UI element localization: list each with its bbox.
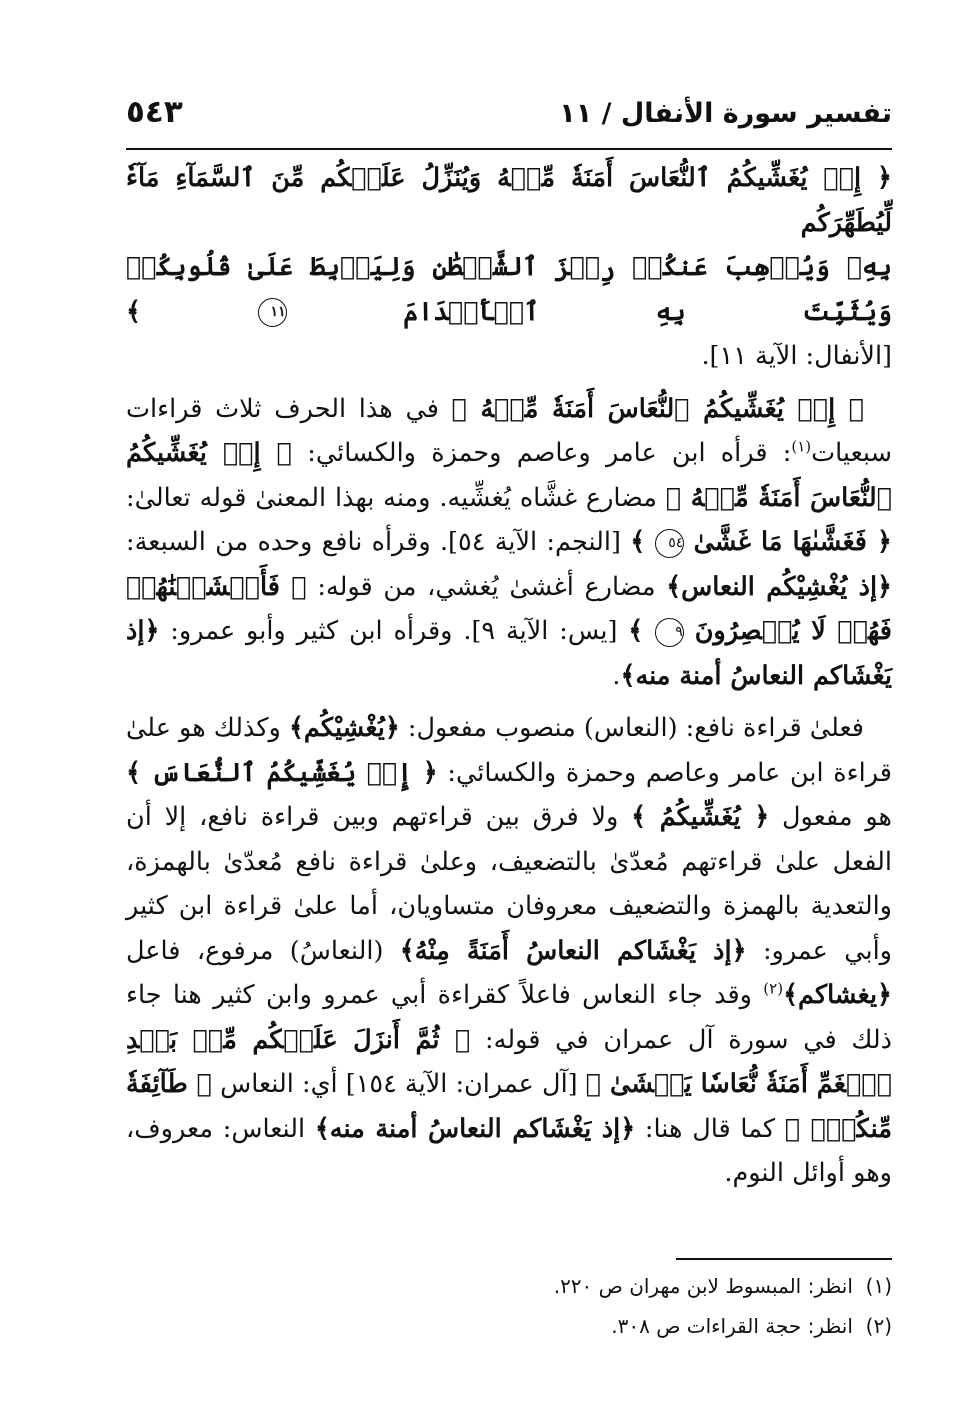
- quran-quote: ﴿ إِذۡ يُغَشِّيكُمُ ٱلنُّعَاسَ أَمَنَةٗ مِّنۡهُ ﴾: [451, 393, 864, 424]
- quran-quote: ﴿إذ يَغْشَاكم النعاسُ أَمَنَةً مِنْهُ﴾: [399, 935, 747, 966]
- quran-quote: ﴿إذ يُغْشِيْكُم النعاس﴾: [666, 571, 892, 602]
- body-text: النعاس: معروف، وهو أوائل النوم.: [126, 1113, 892, 1188]
- body-text: فعلىٰ قراءة نافع: (النعاس) منصوب مفعول:: [399, 713, 864, 743]
- quran-quote: ﴿ فَغَشَّىٰهَا مَا غَشَّىٰ: [693, 527, 892, 557]
- ornate-bracket: ﴾: [126, 296, 141, 327]
- page-number: ٥٤٣: [126, 94, 183, 130]
- quran-quote: ﴿إذ يَغْشَاكم النعاسُ أمنة منه﴾: [314, 1113, 636, 1144]
- quran-quote: ﴿ يُغَشِّيكُمُ ﴾: [631, 802, 770, 832]
- verse-number-marker: ٥٤: [655, 529, 684, 558]
- body-text: في هذا الحرف ثلاث قراءات سبعيات: [126, 393, 892, 468]
- footnote-number: (١): [865, 1274, 892, 1298]
- body-text: [النجم: الآية ٥٤]. وقرأه نافع وحده من السبعة:: [126, 527, 631, 557]
- quran-quote: ﴿ فَأَغۡشَيۡنَٰهُمۡ فَهُمۡ لَا يُبۡصِرُونَ: [126, 571, 892, 646]
- body-text: مضارع غشَّاه يُغشِّيه. ومنه بهذا المعنىٰ قوله تعالىٰ:: [126, 482, 666, 513]
- quran-quote: ﴿إذ يَغْشَاكم النعاسُ أمنة منه﴾: [126, 616, 892, 691]
- body-text: .: [612, 660, 621, 691]
- paragraph: [126, 387, 892, 699]
- body-text: [يس: الآية ٩]. وقرأه ابن كثير وأبو عمرو:: [159, 616, 629, 646]
- footnote-ref: (١): [791, 437, 812, 456]
- verse-number-marker: ٩: [655, 618, 684, 647]
- verse-line: [126, 245, 892, 334]
- footnote-number: (٢): [865, 1314, 892, 1338]
- quran-quote: ﴿ إِذۡ يُغَشِّيكُمُ ٱلنُّعَاسَ ﴾: [126, 757, 438, 788]
- running-title: تفسير سورة الأنفال / ١١: [559, 98, 892, 129]
- ornate-bracket: ﴾: [630, 527, 656, 557]
- quran-quote: ﴿ إِذۡ يُغَشِّيكُمُ ٱلنُّعَاسَ أَمَنَةٗ مِّنۡهُ ﴾: [126, 438, 892, 513]
- footnote-text: انظر: المبسوط لابن مهران ص ٢٢٠.: [553, 1274, 853, 1298]
- quran-quote: ﴿ طَآئِفَةٗ مِّنكُمۡۖ ﴾: [126, 1069, 892, 1144]
- body-text: ولا فرق بين قراءتهم وبين قراءة نافع، إلا أن الفعل علىٰ قراءتهم مُعدّىٰ بالتضعيف، وعلىٰ قراءة نافع مُعدّىٰ بالهمزة، والتعدية بالهمزة والتضعيف معروفان متساويان، أما علىٰ قراءة ابن كثير وأبي عمرو:: [126, 802, 892, 966]
- page-header: [126, 94, 892, 150]
- verse-reference: [الأنفال: الآية ١١].: [701, 341, 892, 371]
- main-text: [126, 156, 892, 1196]
- body-text: (النعاسُ) مرفوع، فاعل: [126, 935, 400, 966]
- verse-line: ﴿ إِذۡ يُغَشِّيكُمُ ٱلنُّعَاسَ أَمَنَةٗ مِّنۡهُ وَيُنَزِّلُ عَلَيۡكُم مِّنَ ٱلسَّمَآءِ مَآءٗ لِّيُطَهِّرَكُم: [126, 163, 892, 238]
- body-text: كما قال هنا:: [635, 1113, 785, 1144]
- body-text: وكذلك هو علىٰ قراءة ابن عامر وعاصم وحمزة والكسائي:: [126, 713, 892, 788]
- footnote-text: انظر: حجة القراءات ص ٣٠٨.: [611, 1314, 853, 1338]
- verse-text: بِهِۦ وَيُذۡهِبَ عَنكُمۡ رِجۡزَ ٱلشَّيۡطَٰنِ وَلِيَرۡبِطَ عَلَىٰ قُلُوبِكُمۡ وَيُثَبِّتَ بِهِ ٱلۡأَقۡدَامَ: [126, 252, 892, 327]
- body-text: وقد جاء النعاس فاعلاً كقراءة أبي عمرو وابن كثير هنا جاء ذلك في سورة آل عمران في قوله:: [126, 980, 892, 1055]
- quran-quote: ﴿يغشاكم﴾: [783, 980, 892, 1010]
- body-text: : قرأه ابن عامر وعاصم وحمزة والكسائي:: [291, 438, 792, 468]
- quran-quote: ﴿يُغْشِيْكُم﴾: [288, 713, 400, 743]
- body-text: [آل عمران: الآية ١٥٤] أي: النعاس: [211, 1069, 586, 1099]
- paragraph: [126, 706, 892, 1196]
- footnote-divider: [676, 1258, 892, 1260]
- footnote: [126, 1306, 892, 1346]
- footnote: [126, 1266, 892, 1306]
- body-text: مضارع أغشىٰ يُغشي، من قوله:: [306, 571, 667, 602]
- body-text: هو مفعول: [769, 802, 892, 832]
- header-divider: [126, 148, 892, 150]
- ornate-bracket: ﴾: [628, 616, 655, 646]
- quran-quote: ﴿ ثُمَّ أَنزَلَ عَلَيۡكُم مِّنۢ بَعۡدِ ٱلۡغَمِّ أَمَنَةٗ نُّعَاسٗا يَغۡشَىٰ ﴾: [126, 1024, 892, 1099]
- footnote-ref: (٢): [763, 979, 784, 998]
- footnotes: [126, 1266, 892, 1346]
- verse-number-marker: ١١: [258, 298, 287, 327]
- quran-verse-block: [126, 156, 892, 379]
